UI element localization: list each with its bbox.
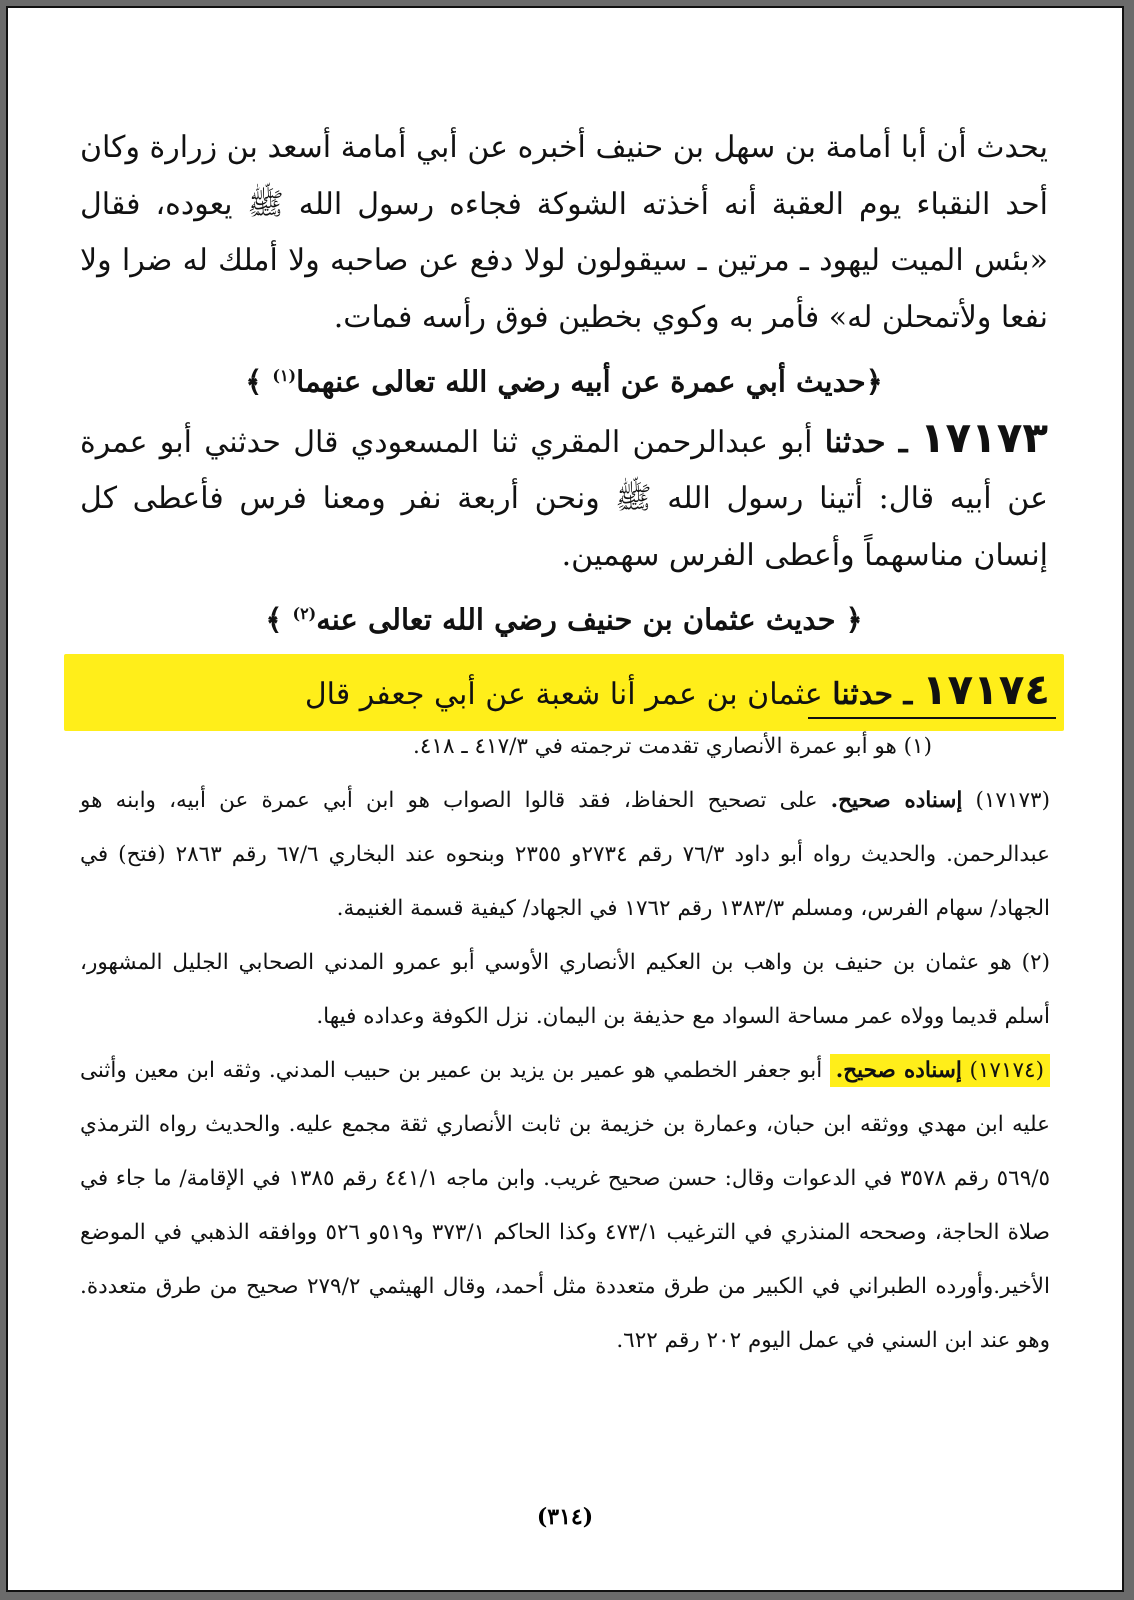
- note-text: على تصحيح الحفاظ، فقد قالوا الصواب هو ابن أبي عمرة عن أبيه، وابنه هو عبدالرحمن. والحديث رواه أبو داود ٧٦/٣ رقم ٢٧٣٤و ٢٣٥٥ وبنحوه عند البخاري ٦٧/٦ رقم ٢٨٦٣ (فتح) في الجهاد/ سهام الفرس، ومسلم ١٣٨٣/٣ رقم ١٧٦٢ في الجهاد/ كيفية قسمة الغنيمة.: [80, 788, 1050, 921]
- note-number: (١٧١٧٤): [969, 1058, 1044, 1083]
- section-heading-uthman: [80, 586, 1048, 648]
- heading-text: ﴿ حديث عثمان بن حنيف رضي الله تعالى عنه: [316, 602, 863, 637]
- paragraph-continuation: يحدث أن أبا أمامة بن سهل بن حنيف أخبره عن أبي أمامة أسعد بن زرارة وكان أحد النقباء يوم العقبة أنه أخذته الشوكة فجاءه رسول الله ﷺ يعوده، فقال «بئس الميت ليهود ـ مرتين ـ سيقولون لولا دفع عن صاحبه ولا أملك له ضرا ولا نفعا ولأتمحلن له» فأمر به وكوي بخطين فوق رأسه فمات.: [80, 130, 1048, 335]
- note-number: (١٧١٧٣): [975, 788, 1050, 813]
- footnote-2: [80, 936, 1050, 1044]
- hadith-text: أبو عبدالرحمن المقري ثنا المسعودي قال حدثني أبو عمرة عن أبيه قال: أتينا رسول الله ﷺ ونحن أربعة نفر ومعنا فرس فأعطى كل إنسان مناسهماً وأعطى الفرس سهمين.: [80, 424, 1048, 573]
- footnote-1: (١) هو أبو عمرة الأنصاري تقدمت ترجمته في ٤١٧/٣ ـ ٤١٨.: [413, 734, 932, 759]
- hadith-number: ١٧١٧٤: [921, 664, 1050, 714]
- hadith-17173: [80, 410, 1048, 585]
- hadith-text: عثمان بن عمر أنا شعبة عن أبي جعفر قال: [304, 676, 823, 712]
- highlighted-grade: [830, 1054, 1050, 1087]
- hadith-lead: ـ حدثنا: [824, 424, 908, 460]
- hadith-number: ١٧١٧٣: [919, 412, 1048, 462]
- footnote-ref-2: (٢): [292, 604, 317, 624]
- main-text: [80, 120, 1048, 731]
- page-number: (٣١٤): [536, 1504, 594, 1530]
- section-heading-abu-amra: [80, 348, 1048, 410]
- hadith-lead: ـ حدثنا: [832, 676, 913, 712]
- note-text: هو عثمان بن حنيف بن واهب بن العكيم الأنصاري الأوسي أبو عمرو المدني الصحابي الجليل المشهور، أسلم قديما وولاه عمر مساحة السواد مع حذيفة بن اليمان. نزل الكوفة وعداده فيها.: [80, 950, 1050, 1029]
- heading-bracket: ﴾: [265, 602, 283, 637]
- heading-text: ﴿حديث أبي عمرة عن أبيه رضي الله تعالى عنهما: [296, 364, 883, 399]
- note-text: أبو جعفر الخطمي هو عمير بن يزيد بن عمير بن حبيب المدني. وثقه ابن معين وأثنى عليه ابن مهدي ووثقه ابن حبان، وعمارة بن خزيمة بن ثابت الأنصاري ثقة مجمع عليه. والحديث رواه الترمذي ٥٦٩/٥ رقم ٣٥٧٨ في الدعوات وقال: حسن صحيح غريب. وابن ماجه ٤٤١/١ رقم ١٣٨٥ في الإقامة/ ما جاء في صلاة الحاجة، وصححه المنذري في الترغيب ٤٧٣/١ وكذا الحاكم ٣٧٣/١ و٥١٩و ٥٢٦ ووافقه الذهبي في الموضع الأخير.وأورده الطبراني في الكبير من طرق متعددة مثل أحمد، وقال الهيثمي ٢٧٩/٢ صحيح من طرق متعددة. وهو عند ابن السني في عمل اليوم ٢٠٢ رقم ٦٢٢.: [80, 1058, 1051, 1353]
- footnote-17174: [80, 1044, 1050, 1368]
- footnotes: [80, 720, 1050, 1368]
- footnote-divider: [808, 717, 1056, 719]
- heading-bracket: ﴾: [245, 364, 263, 399]
- footnote-17173: [80, 774, 1050, 936]
- note-grade: إسناده صحيح.: [830, 788, 963, 813]
- note-number: (٢): [1021, 950, 1050, 975]
- book-page: [6, 6, 1124, 1592]
- footnote-ref-1: (١): [272, 366, 297, 385]
- note-grade: إسناده صحيح.: [835, 1058, 962, 1083]
